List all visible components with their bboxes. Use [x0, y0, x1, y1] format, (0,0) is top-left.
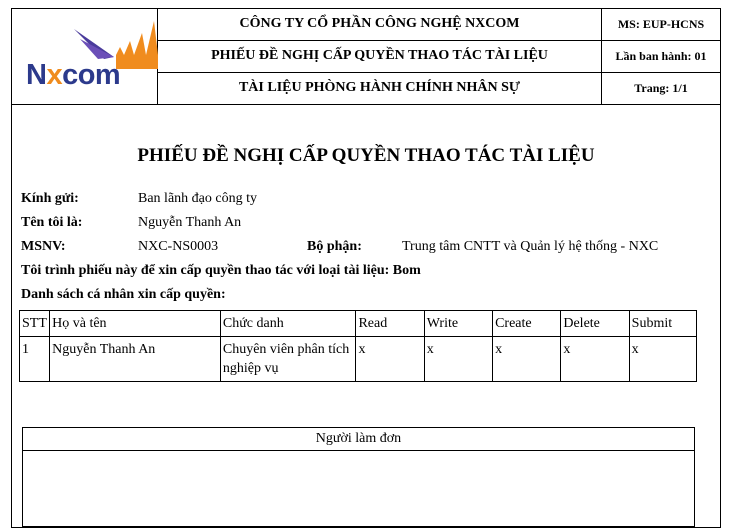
table-row: [20, 337, 697, 382]
name-row: [21, 215, 242, 231]
column-header: Chức danh: [220, 311, 356, 337]
column-header: Họ và tên: [50, 311, 221, 337]
row-write: x: [424, 337, 492, 382]
name-label: Tên tôi là:: [21, 215, 83, 230]
column-header: Submit: [629, 311, 696, 337]
row-submit: x: [629, 337, 696, 382]
form-name: PHIẾU ĐỀ NGHỊ CẤP QUYỀN THAO TÁC TÀI LIỆU: [158, 40, 602, 72]
employee-id-value: NXC-NS0003: [138, 239, 219, 254]
permission-table: [19, 310, 697, 382]
logo-cell: [12, 9, 158, 105]
document-header: [12, 9, 720, 105]
row-create: x: [493, 337, 561, 382]
department-document: TÀI LIỆU PHÒNG HÀNH CHÍNH NHÂN SỰ: [158, 72, 602, 104]
department-value: Trung tâm CNTT và Quản lý hệ thống - NXC: [402, 239, 659, 254]
row-position: Chuyên viên phân tích nghiệp vụ: [220, 337, 356, 382]
list-label: Danh sách cá nhân xin cấp quyền:: [21, 287, 226, 302]
row-delete: x: [561, 337, 629, 382]
page-title: PHIẾU ĐỀ NGHỊ CẤP QUYỀN THAO TÁC TÀI LIỆU: [137, 145, 595, 166]
column-header: Write: [424, 311, 492, 337]
recipient-label: Kính gửi:: [21, 191, 79, 206]
column-header: Create: [493, 311, 561, 337]
signature-box: [22, 427, 695, 527]
name-value: Nguyễn Thanh An: [138, 215, 242, 230]
nxcom-logo: [12, 9, 157, 104]
row-number: 1: [20, 337, 50, 382]
form-page: [11, 8, 721, 528]
company-name: CÔNG TY CỔ PHẦN CÔNG NGHỆ NXCOM: [158, 9, 602, 40]
request-statement: Tôi trình phiếu này để xin cấp quyền thao tác với loại tài liệu: Bom: [21, 263, 421, 278]
column-header: STT: [20, 311, 50, 337]
employee-id-label: MSNV:: [21, 239, 66, 254]
recipient-value: Ban lãnh đạo công ty: [138, 191, 257, 206]
recipient-row: [21, 191, 257, 207]
row-read: x: [356, 337, 424, 382]
page-number: Trang: 1/1: [602, 72, 721, 104]
applicant-signature-label: Người làm đơn: [23, 428, 694, 451]
logo-wordmark: Nxcom: [26, 59, 121, 91]
department-label: Bộ phận:: [307, 239, 362, 254]
row-full-name: Nguyễn Thanh An: [50, 337, 221, 382]
document-code: MS: EUP-HCNS: [602, 9, 721, 40]
column-header: Read: [356, 311, 424, 337]
issue-number: Lần ban hành: 01: [602, 40, 721, 72]
employee-id-row: [21, 239, 711, 257]
table-header-row: [20, 311, 697, 337]
column-header: Delete: [561, 311, 629, 337]
